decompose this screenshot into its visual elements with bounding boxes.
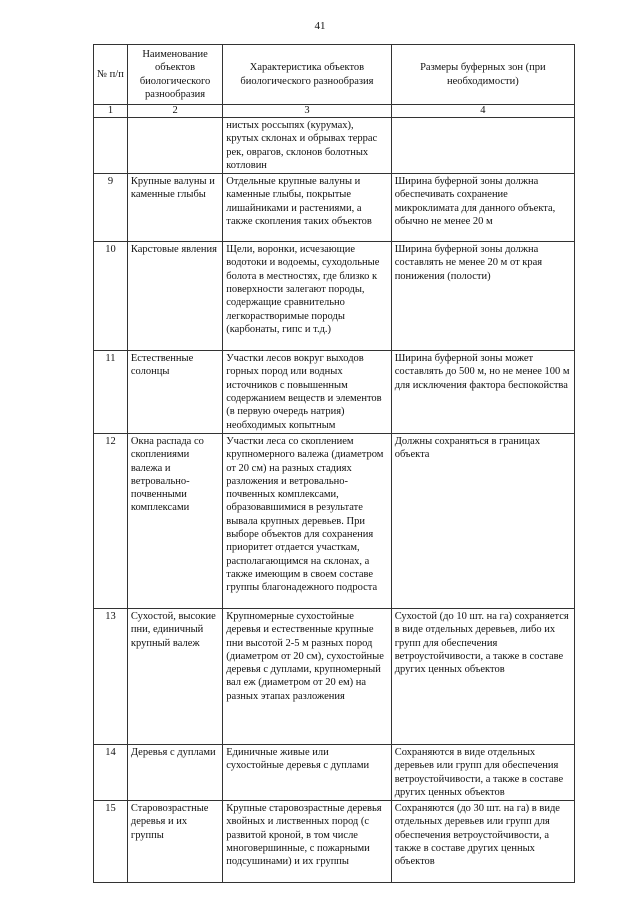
- row-buffer-zone: Сохраняются в виде отдельных деревьев или групп для обеспечения ветроустойчивости, а также в составе других ценных объектов: [391, 744, 574, 800]
- row-buffer-zone: Сохраняются (до 30 шт. на га) в виде отдельных деревьев или групп для обеспечения ветроустойчивости, а также в составе других ценных объектов: [391, 801, 574, 883]
- row-object-name: Естественные солонцы: [127, 351, 222, 434]
- table-row: [94, 608, 575, 744]
- row-number: 13: [94, 608, 128, 744]
- row-buffer-zone: Сухостой (до 10 шт. на га) сохраняется в виде отдельных деревьев, либо их групп для обеспечения ветроустойчивости, а также в составе других ценных объектов: [391, 608, 574, 744]
- row-characteristic: Крупномерные сухостойные деревья и естественные крупные пни высотой 2-5 м разных пород (диаметром от 20 см), сухостойные деревья с дуплами, крупномерный вал еж (диаметром от 20 ем) на разных этапах разложения: [223, 608, 391, 744]
- header-row: [94, 45, 575, 105]
- row-buffer-zone: Должны сохраняться в границах объекта: [391, 433, 574, 608]
- row-characteristic: Отдельные крупные валуны и каменные глыбы, покрытые лишайниками и растениями, а также скопления таких объектов: [223, 174, 391, 242]
- row-object-name: Деревья с дуплами: [127, 744, 222, 800]
- row-characteristic: Участки леса со скоплением крупномерного валежа (диаметром от 20 см) на разных стадиях разложения и ветровально-почвенных комплексами, образовавшимися в результате вывала крупных деревьев. При выборе объектов для сохранения приоритет отдается участкам, располагающимся на склонах, а также имеющим в своем составе группы благонадежного подроста: [223, 433, 391, 608]
- row-number: 11: [94, 351, 128, 434]
- header-index-1: 1: [94, 105, 128, 118]
- row-number: 12: [94, 433, 128, 608]
- row-buffer-zone: [391, 118, 574, 174]
- header-number: № п/п: [94, 45, 128, 105]
- row-number: 10: [94, 242, 128, 351]
- row-number: 9: [94, 174, 128, 242]
- row-number: 15: [94, 801, 128, 883]
- row-object-name: Карстовые явления: [127, 242, 222, 351]
- header-index-row: [94, 105, 575, 118]
- row-number: [94, 118, 128, 174]
- page-number: 41: [314, 20, 326, 32]
- row-characteristic: Крупные старовозрастные деревья хвойных и лиственных пород (с развитой кроной, в том числе многовершинные, с пожарными подсушинами) и их группы: [223, 801, 391, 883]
- row-characteristic: Единичные живые или сухостойные деревья с дуплами: [223, 744, 391, 800]
- row-buffer-zone: Ширина буферной зоны должна обеспечивать сохранение микроклимата для данного объекта, обычно не менее 20 м: [391, 174, 574, 242]
- header-object-characteristic: Характеристика объектов биологического разнообразия: [223, 45, 391, 105]
- table-row: [94, 433, 575, 608]
- row-characteristic: нистых россыпях (курумах), крутых склонах и обрывах террас рек, оврагов, склонов болотных котловин: [223, 118, 391, 174]
- row-buffer-zone: Ширина буферной зоны должна составлять не менее 20 м от края понижения (полости): [391, 242, 574, 351]
- row-object-name: Старовозрастные деревья и их группы: [127, 801, 222, 883]
- row-object-name: Сухостой, высокие пни, единичный крупный валеж: [127, 608, 222, 744]
- table-row: [94, 744, 575, 800]
- header-buffer-zone: Размеры буферных зон (при необходимости): [391, 45, 574, 105]
- table-row: [94, 118, 575, 174]
- row-characteristic: Щели, воронки, исчезающие водотоки и водоемы, суходольные болота в местностях, где близко к поверхности залегают породы, содержащие сравнительно легкорастворимые породы (карбонаты, гипс и т.д.): [223, 242, 391, 351]
- header-index-2: 2: [127, 105, 222, 118]
- table-row: [94, 242, 575, 351]
- row-characteristic: Участки лесов вокруг выходов горных пород или водных источников с повышенным содержанием веществ и элементов (в первую очередь натрия) необходимых копытным: [223, 351, 391, 434]
- table-row: [94, 174, 575, 242]
- header-index-4: 4: [391, 105, 574, 118]
- header-index-3: 3: [223, 105, 391, 118]
- row-number: 14: [94, 744, 128, 800]
- table-row: [94, 801, 575, 883]
- row-object-name: Окна распада со скоплениями валежа и ветровально-почвенными комплексами: [127, 433, 222, 608]
- row-buffer-zone: Ширина буферной зоны может составлять до 500 м, но не менее 100 м для исключения фактора беспокойства: [391, 351, 574, 434]
- row-object-name: Крупные валуны и каменные глыбы: [127, 174, 222, 242]
- biodiversity-table: [93, 44, 575, 883]
- row-object-name: [127, 118, 222, 174]
- header-object-name: Наименование объектов биологического разнообразия: [127, 45, 222, 105]
- table-row: [94, 351, 575, 434]
